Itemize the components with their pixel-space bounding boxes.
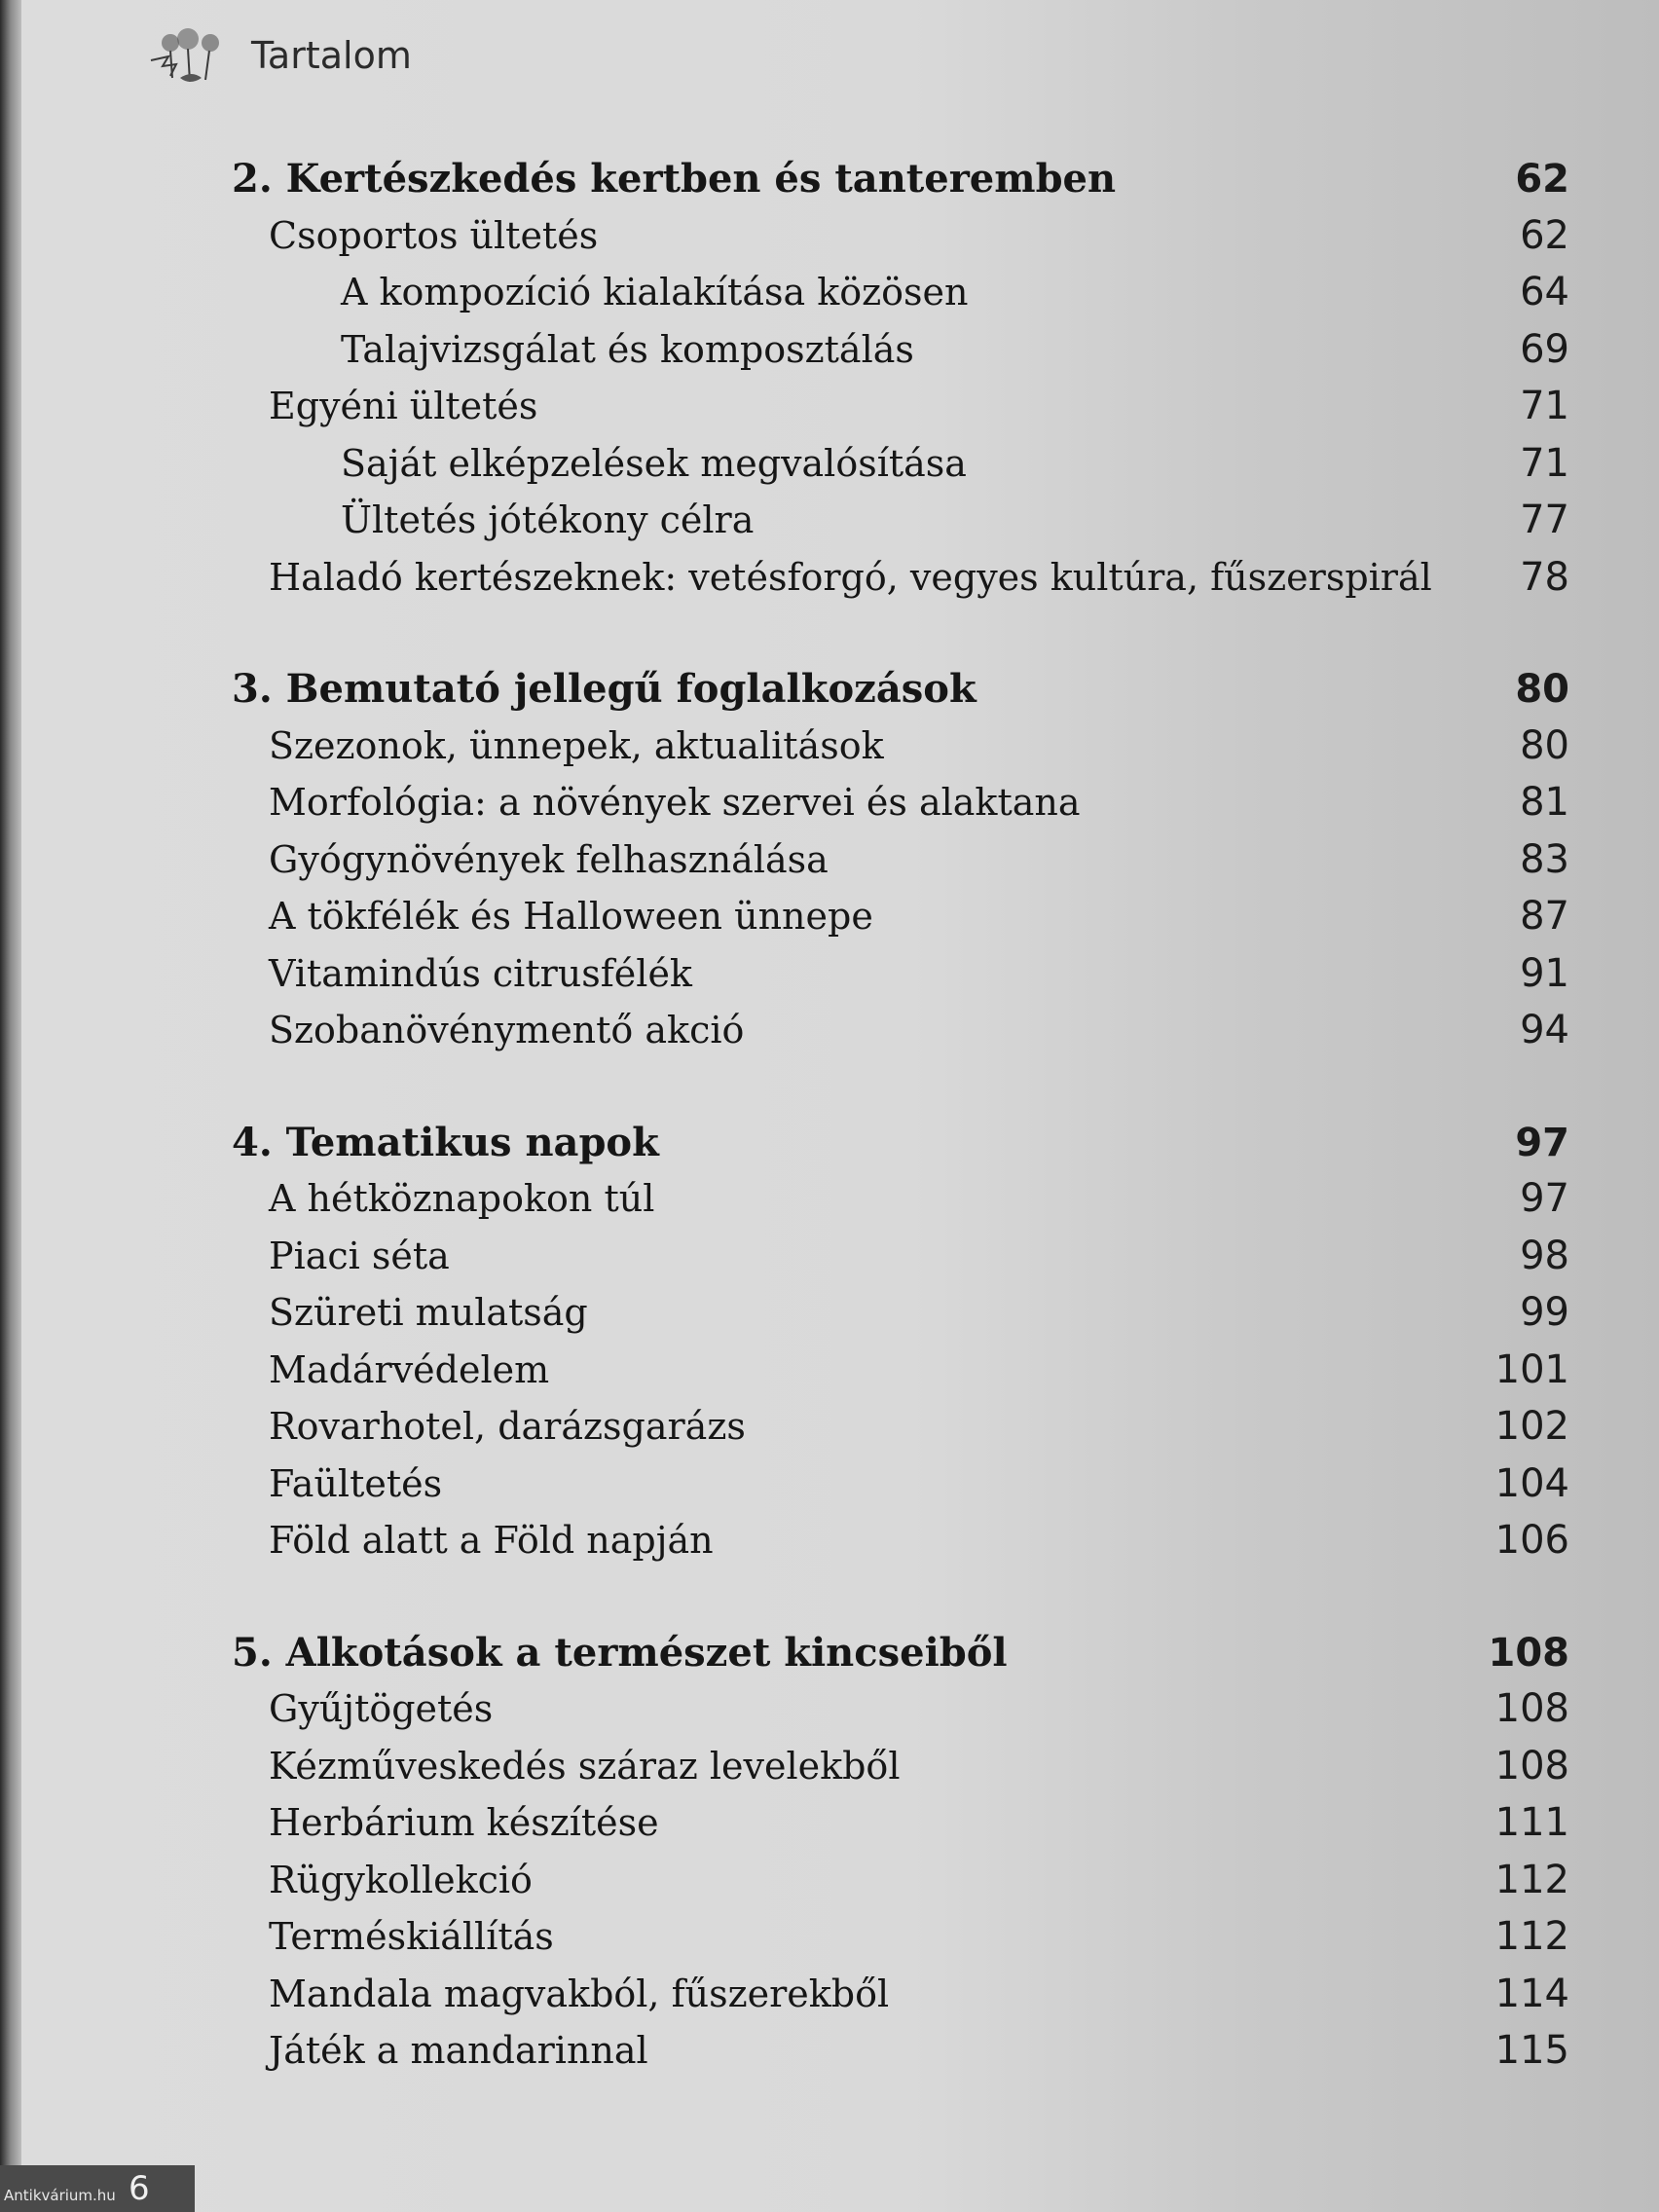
toc-entry-title: A tökfélék és Halloween ünnepe (269, 895, 873, 938)
toc-entry-page: 94 (1520, 1008, 1569, 1052)
toc-entry (232, 1686, 1575, 1744)
toc-entry-title: Játék a mandarinnal (269, 2029, 648, 2072)
toc-chapter-heading (232, 156, 1575, 213)
toc-entry (232, 1858, 1575, 1915)
toc-entry (232, 384, 1575, 441)
toc-entry-page: 102 (1494, 1404, 1569, 1449)
toc-entry (232, 951, 1575, 1009)
toc-entry-title: Szüreti mulatság (269, 1291, 588, 1334)
toc-chapter-heading-page: 80 (1515, 667, 1569, 712)
toc-entry-title: Egyéni ültetés (269, 385, 538, 427)
toc-entry (232, 498, 1575, 555)
toc-entry (232, 213, 1575, 271)
toc-entry-title: Szobanövénymentő akció (269, 1009, 745, 1051)
toc-chapter-heading-title: 3. Bemutató jellegű foglalkozások (232, 666, 977, 712)
toc-entry-page: 101 (1494, 1346, 1569, 1392)
toc-entry-title: Morfológia: a növények szervei és alaktana (269, 781, 1081, 824)
toc-entry (232, 1234, 1575, 1291)
toc-entry-title: Herbárium készítése (269, 1801, 659, 1844)
toc-entry (232, 780, 1575, 837)
toc-entry-title: Gyűjtögetés (269, 1687, 494, 1730)
toc-entry-page: 62 (1520, 212, 1569, 258)
toc-entry-page: 77 (1520, 498, 1569, 542)
running-header (141, 21, 412, 90)
toc-entry (232, 555, 1575, 612)
toc-entry-page: 78 (1520, 554, 1569, 600)
toc-entry-page: 69 (1520, 326, 1569, 372)
toc-entry-title: Ültetés jótékony célra (341, 498, 755, 541)
toc-entry-title: Madárvédelem (269, 1347, 550, 1391)
toc-entry-page: 106 (1494, 1518, 1569, 1563)
toc-entry-page: 71 (1520, 440, 1569, 486)
toc-entry-page: 114 (1494, 1971, 1569, 2016)
toc-entry-page: 112 (1494, 1914, 1569, 1959)
toc-entry-title: Talajvizsgálat és komposztálás (341, 327, 914, 371)
toc-entry-page: 115 (1494, 2028, 1569, 2073)
toc-entry (232, 723, 1575, 781)
toc-entry-title: Mandala magvakból, fűszerekből (269, 1972, 890, 2015)
toc-section (232, 156, 1575, 611)
toc-entry (232, 327, 1575, 385)
toc-entry-page: 71 (1520, 384, 1569, 428)
toc-entry-page: 111 (1494, 1800, 1569, 1845)
page-footer (0, 2165, 195, 2212)
toc-entry-title: Gyógynövények felhasználása (269, 837, 829, 881)
toc-entry (232, 1800, 1575, 1858)
toc-section (232, 1630, 1575, 2085)
toc-section (232, 1120, 1575, 1575)
toc-entry-page: 81 (1520, 780, 1569, 825)
toc-entry-title: Rügykollekció (269, 1858, 533, 1901)
dandelion-icon (141, 21, 234, 90)
toc-entry-title: Vitamindús citrusfélék (269, 951, 692, 995)
toc-entry-title: Csoportos ültetés (269, 213, 599, 257)
toc-entry-page: 98 (1520, 1233, 1569, 1278)
toc-entry (232, 1914, 1575, 1972)
toc-entry (232, 1404, 1575, 1461)
toc-entry-title: Rovarhotel, darázsgarázs (269, 1405, 746, 1448)
watermark-brand: Antikvárium.hu (4, 2187, 116, 2204)
toc-chapter-heading-title: 5. Alkotások a természet kincseiből (232, 1629, 1008, 1676)
toc-entry (232, 441, 1575, 498)
toc-entry-title: Haladó kertészeknek: vetésforgó, vegyes kultúra, fűszerspirál (269, 555, 1432, 599)
toc-entry (232, 1347, 1575, 1405)
toc-entry-title: Faültetés (269, 1461, 443, 1505)
toc-entry-page: 99 (1520, 1290, 1569, 1335)
toc-entry-page: 80 (1520, 722, 1569, 768)
toc-entry-page: 104 (1494, 1460, 1569, 1506)
toc-section (232, 666, 1575, 1065)
book-page-edge (0, 0, 21, 2212)
toc-entry-title: Szezonok, ünnepek, aktualitások (269, 723, 884, 767)
toc-entry (232, 270, 1575, 327)
toc-entry-title: Kézműveskedés száraz levelekből (269, 1744, 901, 1788)
toc-entry-page: 112 (1494, 1857, 1569, 1902)
toc-entry-page: 97 (1520, 1176, 1569, 1221)
toc-chapter-heading-page: 62 (1515, 157, 1569, 202)
table-of-contents (232, 156, 1575, 2140)
toc-entry (232, 1290, 1575, 1347)
toc-entry (232, 1744, 1575, 1801)
toc-entry (232, 837, 1575, 895)
toc-entry (232, 1008, 1575, 1065)
header-title: Tartalom (251, 34, 412, 77)
toc-entry-page: 87 (1520, 894, 1569, 939)
toc-chapter-heading (232, 666, 1575, 723)
toc-entry-page: 108 (1494, 1686, 1569, 1731)
page-number: 6 (129, 2169, 150, 2208)
toc-entry-title: Saját elképzelések megvalósítása (341, 441, 967, 485)
toc-entry (232, 1972, 1575, 2029)
toc-entry-page: 91 (1520, 950, 1569, 996)
toc-entry-page: 83 (1520, 836, 1569, 882)
toc-entry-title: Terméskiállítás (269, 1915, 554, 1958)
toc-entry (232, 2028, 1575, 2085)
toc-chapter-heading-title: 4. Tematikus napok (232, 1119, 659, 1165)
toc-entry (232, 1518, 1575, 1575)
toc-chapter-heading (232, 1630, 1575, 1687)
toc-entry-title: A kompozíció kialakítása közösen (341, 271, 969, 313)
toc-entry-title: Piaci séta (269, 1234, 450, 1277)
toc-entry (232, 1461, 1575, 1519)
toc-entry-title: Föld alatt a Föld napján (269, 1519, 714, 1562)
toc-chapter-heading-page: 108 (1488, 1630, 1569, 1676)
toc-entry-page: 108 (1494, 1743, 1569, 1788)
toc-chapter-heading-title: 2. Kertészkedés kertben és tanteremben (232, 156, 1117, 202)
toc-chapter-heading (232, 1120, 1575, 1177)
toc-entry (232, 894, 1575, 951)
toc-entry (232, 1176, 1575, 1234)
toc-entry-title: A hétköznapokon túl (269, 1177, 655, 1220)
toc-chapter-heading-page: 97 (1515, 1120, 1569, 1165)
toc-entry-page: 64 (1520, 270, 1569, 314)
